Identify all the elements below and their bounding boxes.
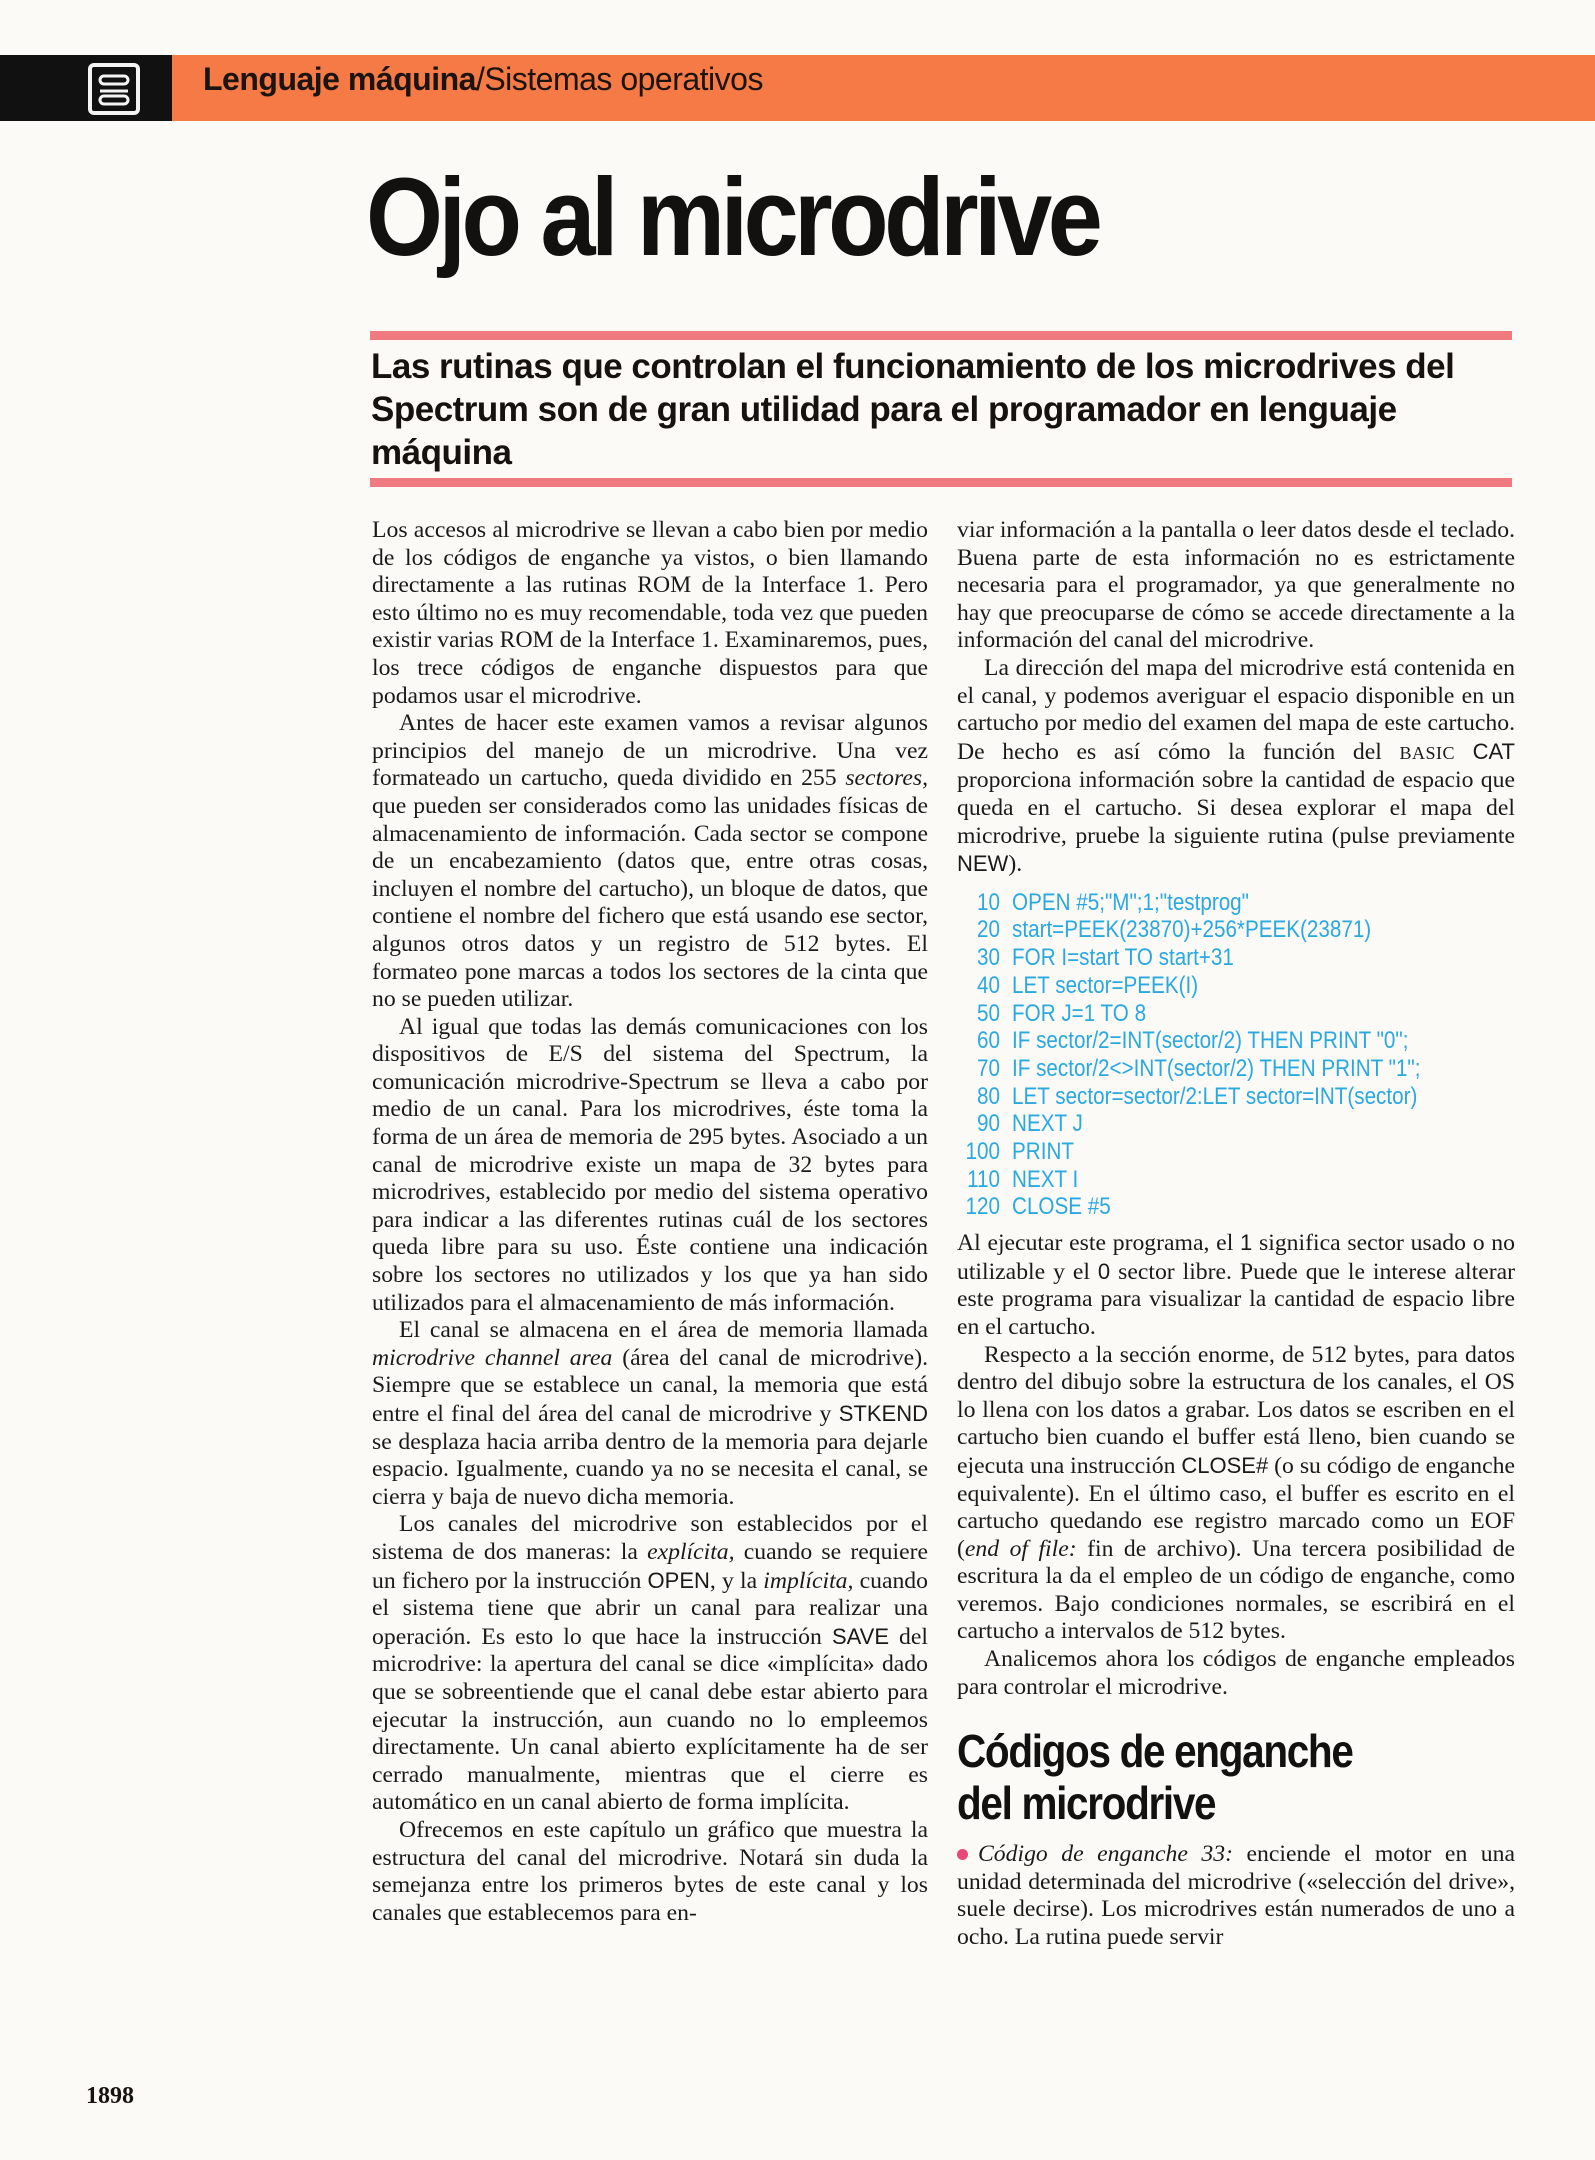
header-black-block (0, 55, 172, 121)
code-line-number: 80 (977, 1082, 1000, 1110)
section-heading: Códigos de enganche del microdrive (957, 1725, 1353, 1830)
right-column (957, 517, 1515, 1952)
section-header (203, 61, 763, 98)
code-line-number: 60 (977, 1027, 1000, 1055)
basic-code-listing (957, 889, 1437, 1221)
code-line-text: OPEN #5;"M";1;"testprog" (1012, 888, 1249, 916)
code-line-text: start=PEEK(23870)+256*PEEK(23871) (1012, 916, 1372, 944)
paragraph: Los canales del microdrive son establecidos por el sistema de dos maneras: la explícita, cuando se requiere un fichero por la instrucción OPEN, y la implícita, cuando el sistema tiene que abrir un canal para realizar una operación. Es esto lo que hace la instrucción SAVE del microdrive: la apertura del canal se dice «implícita» dado que se sobreentiende que el canal debe estar abierto para ejecutar la instrucción, aun cuando no lo empleemos directamente. Un canal abierto explícitamente ha de ser cerrado manualmente, mientras que el cierre es automático en un canal abierto de forma implícita. (372, 1511, 928, 1816)
code-line-number: 120 (965, 1193, 1000, 1221)
code-line-text: NEXT I (1012, 1165, 1079, 1193)
code-line-number: 30 (977, 944, 1000, 972)
bullet-paragraph: Código de enganche 33: enciende el motor en una unidad determinada del microdrive («selección del drive», suele decirse). Los microdrives están numerados de uno a ocho. La rutina puede servir (957, 1841, 1516, 1951)
bullet-dot-icon (957, 1849, 968, 1860)
code-line-number: 40 (977, 971, 1000, 999)
subtitle-rule-top (370, 331, 1512, 340)
code-line-text: FOR I=start TO start+31 (1012, 944, 1234, 972)
page-number: 1898 (86, 2083, 134, 2109)
paragraph: Respecto a la sección enorme, de 512 bytes, para datos dentro del dibujo sobre la estructura de los canales, el OS lo llena con los datos a grabar. Los datos se escriben en el cartucho bien cuando el buffer está lleno, bien cuando se ejecuta una instrucción CLOSE# (o su código de enganche equivalente). En el último caso, el buffer es escrito en el cartucho quedando ese registro marcado como un EOF (end of file: fin de archivo). Una tercera posibilidad de escritura la da el empleo de un código de enganche, como veremos. Bajo condiciones normales, se escribirá en el cartucho a intervalos de 512 bytes. (957, 1341, 1515, 1645)
code-line-text: LET sector=sector/2:LET sector=INT(sector) (1012, 1082, 1418, 1110)
code-line-text: CLOSE #5 (1012, 1193, 1111, 1221)
code-line (957, 916, 1437, 944)
code-line (957, 972, 1437, 1000)
paragraph: Analicemos ahora los códigos de enganche empleados para controlar el microdrive. (957, 1646, 1515, 1700)
left-column (372, 517, 928, 1927)
code-line-number: 20 (977, 916, 1000, 944)
code-line-text: LET sector=PEEK(I) (1012, 971, 1199, 999)
paragraph: El canal se almacena en el área de memoria llamada microdrive channel area (área del canal de microdrive). Siempre que se establece un canal, la memoria que está entre el final del área del canal de microdrive y STKEND se desplaza hacia arriba dentro de la memoria para dejarle espacio. Igualmente, cuando ya no se necesita el canal, se cierra y baja de nuevo dicha memoria. (372, 1317, 929, 1510)
code-line-number: 100 (965, 1138, 1000, 1166)
code-line-number: 50 (977, 999, 1000, 1027)
paragraph: La dirección del mapa del microdrive está contenida en el canal, y podemos averiguar el espacio disponible en un cartucho por medio del examen del mapa de este cartucho. De hecho es así cómo la función del BASIC CAT proporciona información sobre la cantidad de espacio que queda en el cartucho. Si desea explorar el mapa del microdrive, pruebe la siguiente rutina (pulse previamente NEW). (957, 654, 1515, 878)
paragraph: Ofrecemos en este capítulo un gráfico que muestra la estructura del canal del microdrive. Notará sin duda la semejanza entre los primeros bytes de este canal y los canales que establecemos para en- (372, 1816, 928, 1926)
paragraph: viar información a la pantalla o leer datos desde el teclado. Buena parte de esta información no es estrictamente necesaria para el programador, ya que generalmente no hay que preocuparse de cómo se accede directamente a la información del canal del microdrive. (957, 517, 1515, 654)
code-line-number: 110 (967, 1165, 1000, 1193)
paragraph: Al ejecutar este programa, el 1 significa sector usado o no utilizable y el 0 sector libre. Puede que le interese alterar este programa para visualizar la cantidad de espacio libre en el cartucho. (957, 1230, 1515, 1340)
microdrive-icon (88, 63, 140, 115)
code-line (957, 1027, 1437, 1055)
code-line (957, 1138, 1437, 1166)
code-line (957, 1083, 1437, 1111)
code-line (957, 944, 1437, 972)
code-line-text: PRINT (1012, 1138, 1074, 1166)
section-header-bold: Lenguaje máquina (203, 61, 476, 97)
code-line-text: NEXT J (1012, 1110, 1083, 1138)
code-line-text: IF sector/2=INT(sector/2) THEN PRINT "0"; (1012, 1027, 1409, 1055)
paragraph: Al igual que todas las demás comunicaciones con los dispositivos de E/S del sistema del Spectrum, la comunicación microdrive-Spectrum se lleva a cabo por medio de un canal. Para los microdrives, éste toma la forma de un área de memoria de 295 bytes. Asociado a un canal de microdrive existe un mapa de 32 bytes para microdrives, establecido por medio del sistema operativo para indicar a las diferentes rutinas cuál de los sectores queda libre para su uso. Éste contiene una indicación sobre los sectores no utilizados y los que ya han sido utilizados para el almacenamiento de más información. (372, 1013, 928, 1316)
code-line (957, 1166, 1437, 1194)
code-line (957, 889, 1437, 917)
article-subtitle: Las rutinas que controlan el funcionamiento de los microdrives del Spectrum son de gran utilidad para el programador en lenguaje máquina (371, 347, 1455, 472)
paragraph: Antes de hacer este examen vamos a revisar algunos principios del manejo de un microdrive. Una vez formateado un cartucho, queda dividido en 255 sectores, que pueden ser considerados como las unidades físicas de almacenamiento de información. Cada sector se compone de un encabezamiento (datos que, entre otras cosas, incluyen el nombre del cartucho), un bloque de datos, que contiene el nombre del fichero que está usando ese sector, algunos otros datos y un registro de 512 bytes. El formateo pone marcas a todos los sectores de la cinta que no se pueden utilizar. (372, 710, 928, 1013)
code-line (957, 1193, 1437, 1221)
code-line-number: 10 (977, 888, 1000, 916)
code-line-text: FOR J=1 TO 8 (1012, 999, 1147, 1027)
code-line-text: IF sector/2<>INT(sector/2) THEN PRINT "1"; (1012, 1054, 1421, 1082)
code-line (957, 1055, 1437, 1083)
section-header-rest: /Sistemas operativos (475, 61, 763, 97)
paragraph: Los accesos al microdrive se llevan a cabo bien por medio de los códigos de enganche ya vistos, o bien llamando directamente a las rutinas ROM de la Interface 1. Pero esto último no es muy recomendable, toda vez que pueden existir varias ROM de la Interface 1. Examinaremos, pues, los trece códigos de enganche dispuestos para que podamos usar el microdrive. (372, 517, 928, 709)
code-line-number: 70 (977, 1054, 1000, 1082)
code-line (957, 1000, 1437, 1028)
code-line-number: 90 (977, 1110, 1000, 1138)
code-line (957, 1110, 1437, 1138)
article-title: Ojo al microdrive (366, 156, 1099, 279)
subtitle-rule-bottom (370, 478, 1512, 487)
